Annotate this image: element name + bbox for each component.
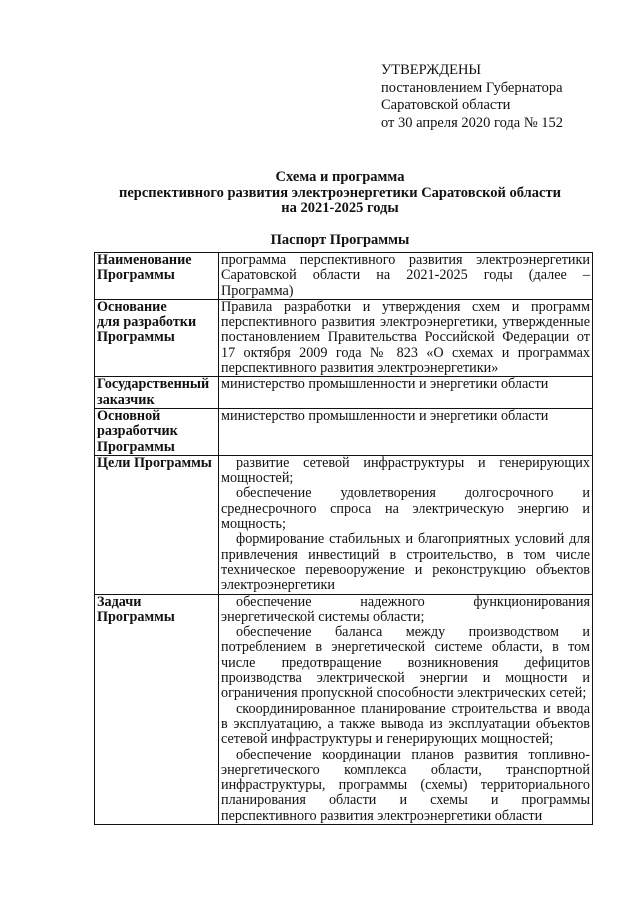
- title-line: Схема и программа: [275, 169, 405, 185]
- row-value: [219, 594, 593, 824]
- document-title: [60, 170, 620, 217]
- table-row: [95, 594, 593, 824]
- table-row: [95, 253, 593, 300]
- row-value: [219, 455, 593, 594]
- row-value: [219, 377, 593, 409]
- paragraph: министерство промышленности и энергетики области: [221, 376, 549, 393]
- table-row: [95, 455, 593, 594]
- paragraph: программа перспективного развития электроэнергетики Саратовской области на 2021-2025 годы (далее – Программа): [221, 252, 590, 299]
- row-label: Основание для разработки Программы: [95, 299, 219, 376]
- table-row: [95, 377, 593, 409]
- row-value: [219, 408, 593, 455]
- paragraph: обеспечение удовлетворения долгосрочного и среднесрочного спроса на электрическую энергию и мощность;: [221, 485, 590, 533]
- row-value: [219, 253, 593, 300]
- paragraph: обеспечение надежного функционирования энергетической системы области;: [221, 593, 590, 625]
- paragraph: обеспечение координации планов развития топливно-энергетического комплекса области, транспортной инфраструктуры, программы (схемы) территориального планирования области и схемы и программы перспективного развития электроэнергетики области: [221, 746, 590, 824]
- approval-block: [381, 62, 563, 132]
- passport-table: [94, 252, 593, 825]
- approval-line: от 30 апреля 2020 года № 152: [381, 114, 564, 131]
- row-label: Основной разработчик Программы: [95, 408, 219, 455]
- approval-line: Саратовской области: [381, 97, 511, 114]
- table-row: [95, 408, 593, 455]
- paragraph: формирование стабильных и благоприятных условий для привлечения инвестиций в строительство, в том числе техническое перевооружение и реконструкцию объектов электроэнергетики: [221, 531, 590, 594]
- passport-heading: Паспорт Программы: [270, 232, 410, 248]
- row-label: Государственный заказчик: [95, 377, 219, 409]
- paragraph: Правила разработки и утверждения схем и программ перспективного развития электроэнергетики, утвержденные постановлением Правительства Российской Федерации от 17 октября 2009 года № 823 «О схемах и программах перспективного развития электроэнергетики»: [221, 298, 590, 377]
- approval-line: постановлением Губернатора: [381, 79, 563, 96]
- row-label: Цели Программы: [95, 455, 219, 594]
- paragraph: развитие сетевой инфраструктуры и генерирующих мощностей;: [221, 454, 590, 487]
- paragraph: обеспечение баланса между производством и потреблением в энергетической системе области, в том числе предотвращение возникновения дефицитов производства электрической энергии и мощности и ограничения пропускной способности электрических сетей;: [221, 624, 590, 702]
- row-label: Наименование Программы: [95, 253, 219, 300]
- row-label: Задачи Программы: [95, 594, 219, 824]
- table-row: [95, 299, 593, 376]
- paragraph: министерство промышленности и энергетики области: [221, 407, 549, 424]
- approval-heading: УТВЕРЖДЕНЫ: [381, 62, 482, 78]
- title-line: на 2021-2025 годы: [281, 200, 399, 216]
- title-line: перспективного развития электроэнергетики Саратовской области: [119, 184, 561, 201]
- paragraph: скоординированное планирование строительства и ввода в эксплуатацию, а также вывода из эксплуатации объектов сетевой инфраструктуры и генерирующих мощностей;: [221, 700, 590, 748]
- row-value: [219, 299, 593, 376]
